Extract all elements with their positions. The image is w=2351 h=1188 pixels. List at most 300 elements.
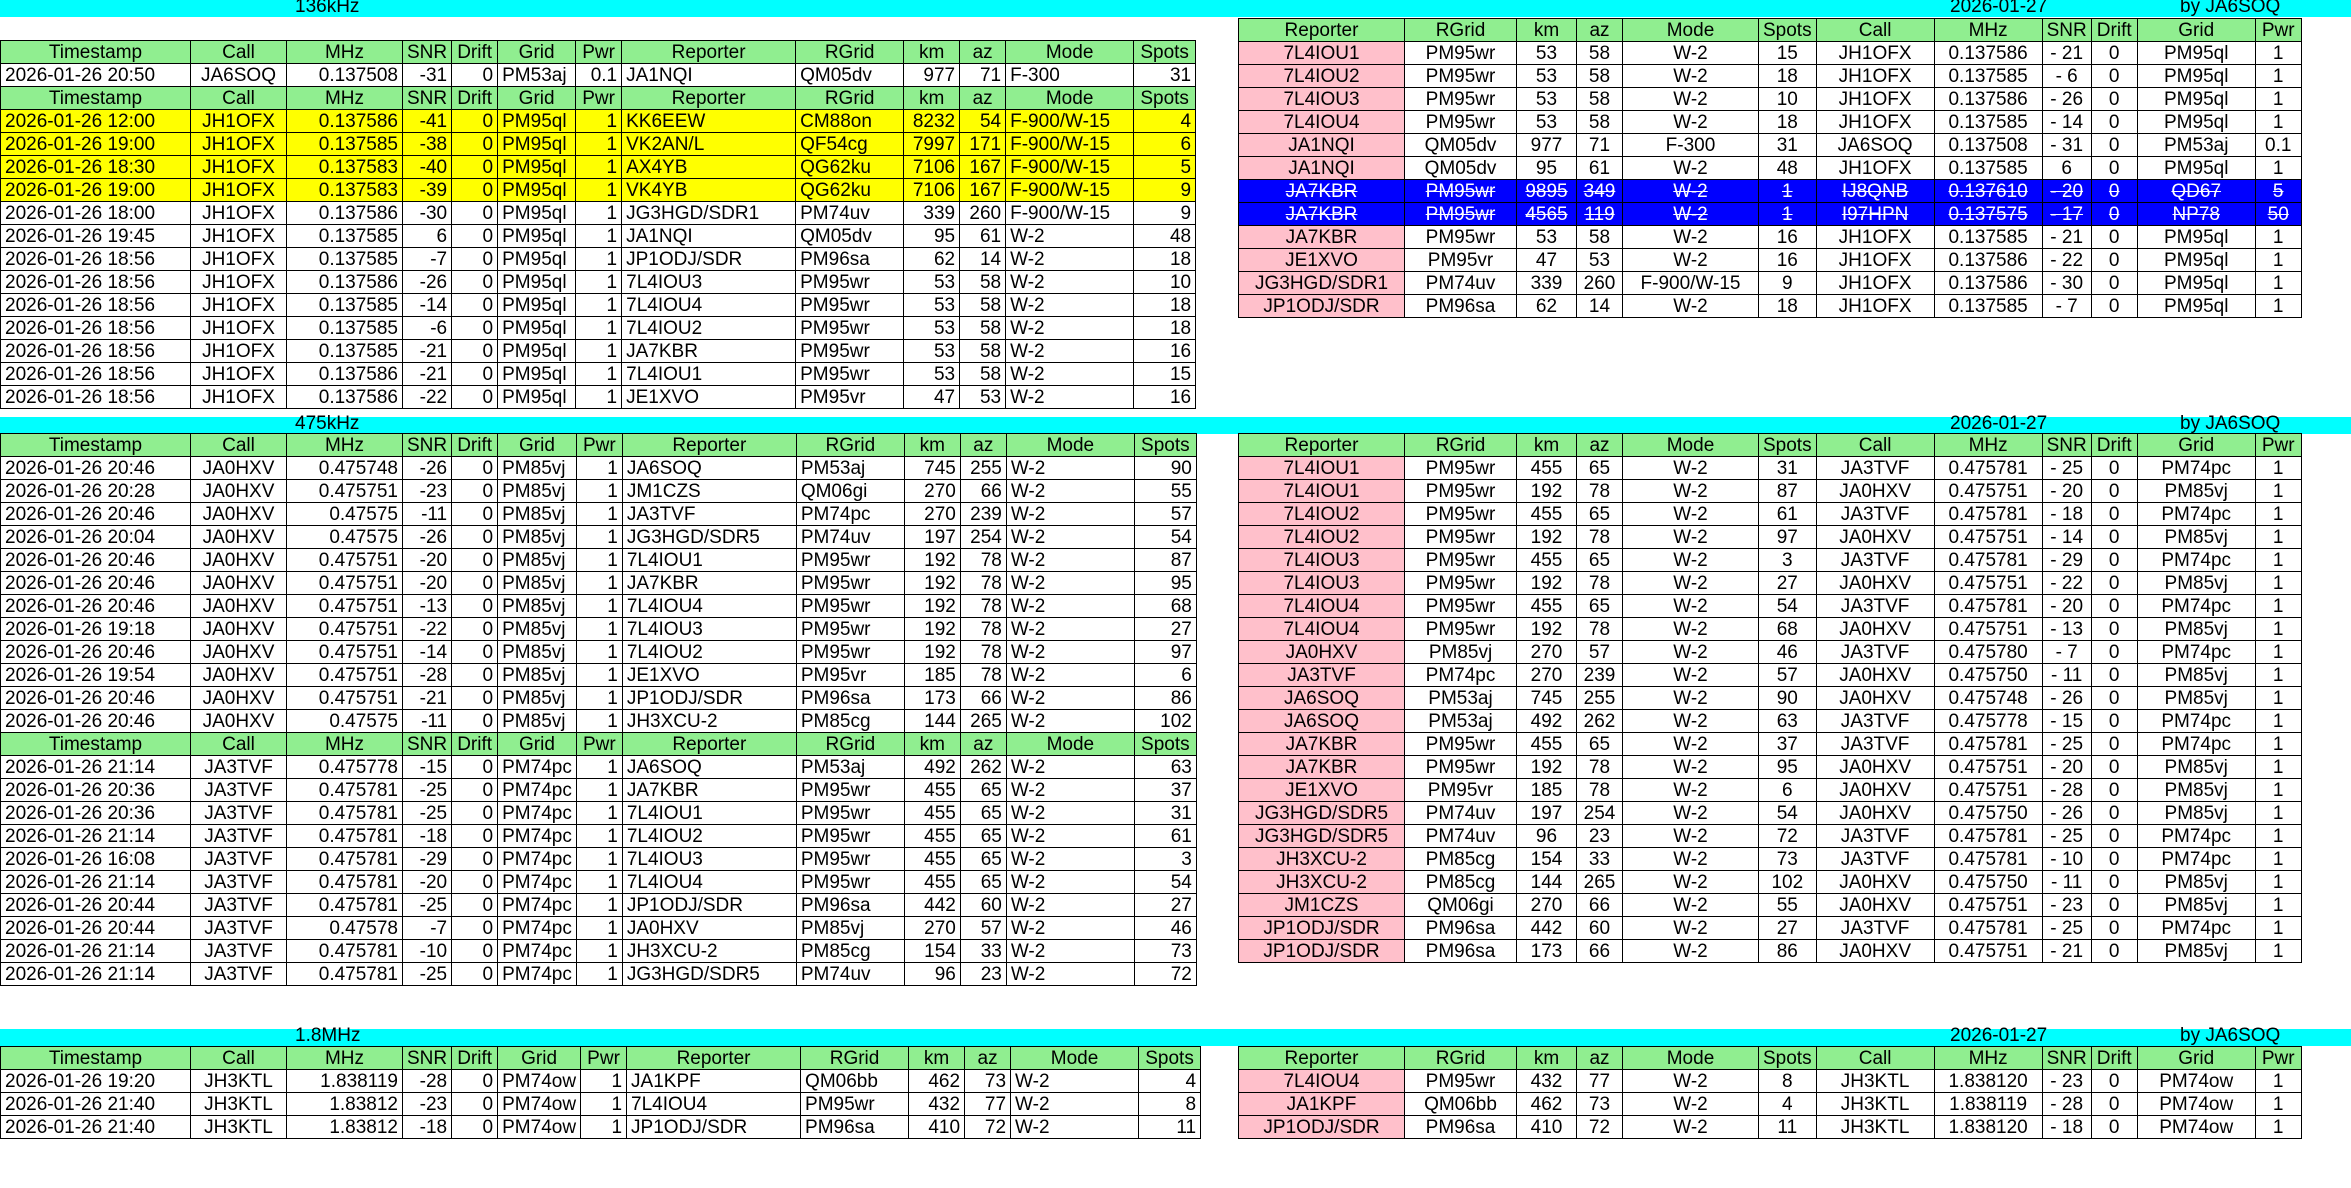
- cell-spots: 16: [1134, 386, 1196, 409]
- cell-rgrid: PM95wr: [1405, 111, 1517, 134]
- reporter-row: [1239, 526, 2302, 549]
- cell-pwr: 1: [576, 687, 622, 710]
- cell-pwr: 1: [576, 248, 622, 271]
- cell-spots: 18: [1134, 294, 1196, 317]
- column-header: SNR: [403, 733, 452, 756]
- column-header: Mode: [1006, 733, 1134, 756]
- cell-snr: - 20: [2042, 595, 2091, 618]
- cell-reporter: JA7KBR: [622, 340, 796, 363]
- cell-snr: - 25: [2042, 733, 2091, 756]
- cell-timestamp: 2026-01-26 12:00: [1, 110, 191, 133]
- cell-mode: W-2: [1006, 317, 1134, 340]
- cell-pwr: 1: [576, 618, 622, 641]
- cell-mode: W-2: [1006, 848, 1134, 871]
- cell-spots: 3: [1134, 848, 1196, 871]
- cell-az: 58: [1577, 42, 1623, 65]
- cell-reporter: 7L4IOU4: [622, 871, 796, 894]
- cell-pwr: 1: [2255, 779, 2301, 802]
- spot-row: [1, 386, 1196, 409]
- spot-row: [1, 1070, 1201, 1093]
- cell-az: 78: [1577, 526, 1623, 549]
- cell-spots: 15: [1759, 42, 1817, 65]
- cell-pwr: 1: [2255, 526, 2301, 549]
- cell-grid: PM74pc: [2137, 595, 2255, 618]
- cell-timestamp: 2026-01-26 20:46: [1, 572, 191, 595]
- cell-grid: PM85vj: [2137, 687, 2255, 710]
- cell-km: 53: [1517, 88, 1577, 111]
- cell-mode: W-2: [1623, 65, 1759, 88]
- cell-reporter: JA3TVF: [1239, 664, 1405, 687]
- cell-call: JH1OFX: [191, 340, 287, 363]
- cell-pwr: 1: [2255, 595, 2301, 618]
- cell-mhz: 0.137585: [1934, 295, 2042, 318]
- cell-rgrid: PM95wr: [1405, 526, 1517, 549]
- cell-timestamp: 2026-01-26 18:56: [1, 363, 191, 386]
- column-header: SNR: [403, 434, 452, 457]
- column-header: Spots: [1134, 87, 1196, 110]
- cell-mode: W-2: [1006, 940, 1134, 963]
- cell-grid: PM95ql: [2137, 88, 2255, 111]
- reporter-row: [1239, 1070, 2302, 1093]
- cell-call: JA3TVF: [1816, 733, 1934, 756]
- cell-mode: W-2: [1623, 503, 1759, 526]
- cell-mhz: 0.475778: [287, 756, 403, 779]
- cell-spots: 11: [1139, 1116, 1201, 1139]
- cell-km: 192: [1517, 572, 1577, 595]
- report-author: by JA6SOQ: [2180, 0, 2281, 17]
- cell-rgrid: QG62ku: [796, 156, 904, 179]
- cell-snr: -25: [403, 802, 452, 825]
- cell-rgrid: QF54cg: [796, 133, 904, 156]
- cell-grid: PM74pc: [2137, 848, 2255, 871]
- cell-rgrid: PM95wr: [1405, 88, 1517, 111]
- cell-reporter: 7L4IOU4: [1239, 595, 1405, 618]
- column-header: az: [960, 87, 1006, 110]
- cell-grid: PM95ql: [498, 133, 576, 156]
- cell-rgrid: PM95wr: [796, 871, 904, 894]
- cell-call: JH1OFX: [1816, 226, 1934, 249]
- cell-call: JH1OFX: [191, 110, 287, 133]
- cell-call: JH1OFX: [1816, 249, 1934, 272]
- cell-mode: W-2: [1006, 294, 1134, 317]
- cell-km: 154: [1517, 848, 1577, 871]
- cell-grid: PM74pc: [498, 779, 577, 802]
- reporter-row: [1239, 295, 2302, 318]
- column-header: Grid: [498, 733, 577, 756]
- cell-reporter: JA7KBR: [1239, 226, 1405, 249]
- cell-drift: 0: [2091, 549, 2137, 572]
- cell-mhz: 0.137585: [287, 340, 403, 363]
- cell-rgrid: PM96sa: [1405, 917, 1517, 940]
- cell-mhz: 0.475751: [1934, 779, 2042, 802]
- column-header: Reporter: [1239, 1047, 1405, 1070]
- cell-mhz: 0.137585: [287, 225, 403, 248]
- cell-snr: -7: [403, 917, 452, 940]
- column-header: RGrid: [796, 434, 904, 457]
- cell-snr: - 23: [2042, 1070, 2091, 1093]
- cell-rgrid: PM74pc: [1405, 664, 1517, 687]
- cell-mode: W-2: [1623, 641, 1759, 664]
- cell-drift: 0: [2091, 249, 2137, 272]
- cell-drift: 0: [2091, 595, 2137, 618]
- cell-rgrid: PM53aj: [1405, 710, 1517, 733]
- cell-km: 192: [904, 572, 960, 595]
- cell-pwr: 0.1: [2255, 134, 2301, 157]
- cell-call: JA3TVF: [1816, 848, 1934, 871]
- cell-km: 192: [1517, 618, 1577, 641]
- cell-spots: 31: [1759, 134, 1817, 157]
- cell-km: 270: [1517, 894, 1577, 917]
- spots-by-call-table-1.8mhz: [0, 1046, 1201, 1139]
- cell-az: 71: [1577, 134, 1623, 157]
- cell-call: JA0HXV: [191, 526, 287, 549]
- reporter-row: [1239, 203, 2302, 226]
- cell-spots: 27: [1134, 894, 1196, 917]
- cell-pwr: 1: [576, 572, 622, 595]
- cell-mhz: 0.137586: [287, 202, 403, 225]
- cell-mode: W-2: [1006, 549, 1134, 572]
- column-header: Spots: [1134, 41, 1196, 64]
- column-header: az: [1577, 434, 1623, 457]
- cell-snr: -22: [403, 618, 452, 641]
- cell-pwr: 1: [2255, 1116, 2301, 1139]
- cell-grid: PM95ql: [498, 202, 576, 225]
- column-header: Reporter: [1239, 19, 1405, 42]
- cell-reporter: JA1NQI: [622, 225, 796, 248]
- cell-az: 65: [1577, 549, 1623, 572]
- cell-mode: W-2: [1006, 825, 1134, 848]
- cell-mhz: 0.475781: [287, 963, 403, 986]
- cell-az: 66: [1577, 894, 1623, 917]
- cell-drift: 0: [452, 572, 498, 595]
- cell-drift: 0: [2091, 457, 2137, 480]
- cell-drift: 0: [452, 294, 498, 317]
- cell-call: JH1OFX: [1816, 272, 1934, 295]
- cell-reporter: AX4YB: [622, 156, 796, 179]
- cell-call: JA6SOQ: [191, 64, 287, 87]
- cell-grid: PM95ql: [2137, 295, 2255, 318]
- cell-km: 462: [1517, 1093, 1577, 1116]
- cell-pwr: 1: [576, 156, 622, 179]
- column-header: SNR: [2042, 1047, 2091, 1070]
- column-header: km: [909, 1047, 965, 1070]
- cell-spots: 9: [1134, 179, 1196, 202]
- cell-az: 65: [960, 848, 1006, 871]
- cell-km: 270: [1517, 664, 1577, 687]
- cell-mode: F-900/W-15: [1006, 156, 1134, 179]
- cell-mode: W-2: [1623, 295, 1759, 318]
- cell-mhz: 0.475751: [1934, 618, 2042, 641]
- spots-by-call-table-136khz: [0, 40, 1196, 409]
- cell-drift: 0: [452, 779, 498, 802]
- cell-rgrid: PM95vr: [1405, 249, 1517, 272]
- cell-grid: PM85vj: [2137, 664, 2255, 687]
- cell-km: 977: [904, 64, 960, 87]
- cell-snr: -31: [403, 64, 452, 87]
- cell-timestamp: 2026-01-26 20:04: [1, 526, 191, 549]
- cell-km: 455: [904, 825, 960, 848]
- cell-snr: -21: [403, 340, 452, 363]
- column-header: MHz: [287, 733, 403, 756]
- cell-mode: W-2: [1011, 1070, 1139, 1093]
- cell-grid: PM85vj: [498, 526, 577, 549]
- cell-rgrid: PM95wr: [1405, 42, 1517, 65]
- spots-by-reporter-table-1.8mhz: [1238, 1046, 2302, 1139]
- cell-grid: PM85vj: [498, 664, 577, 687]
- cell-mode: W-2: [1623, 526, 1759, 549]
- cell-az: 66: [1577, 940, 1623, 963]
- cell-reporter: JP1ODJ/SDR: [1239, 940, 1405, 963]
- cell-drift: 0: [452, 480, 498, 503]
- reporter-row: [1239, 226, 2302, 249]
- cell-mhz: 0.47578: [287, 917, 403, 940]
- cell-snr: - 18: [2042, 503, 2091, 526]
- column-header: Timestamp: [1, 733, 191, 756]
- cell-grid: PM95ql: [2137, 157, 2255, 180]
- cell-pwr: 1: [2255, 480, 2301, 503]
- reporter-row: [1239, 549, 2302, 572]
- cell-mhz: 0.137585: [1934, 157, 2042, 180]
- cell-drift: 0: [452, 225, 498, 248]
- cell-grid: PM74pc: [2137, 503, 2255, 526]
- cell-grid: PM74pc: [498, 894, 577, 917]
- cell-reporter: JP1ODJ/SDR: [1239, 295, 1405, 318]
- cell-grid: PM85vj: [2137, 572, 2255, 595]
- cell-drift: 0: [2091, 572, 2137, 595]
- cell-call: JH1OFX: [1816, 42, 1934, 65]
- cell-mode: W-2: [1623, 733, 1759, 756]
- column-header: RGrid: [801, 1047, 909, 1070]
- cell-grid: PM74pc: [2137, 641, 2255, 664]
- cell-pwr: 1: [576, 110, 622, 133]
- cell-pwr: 1: [576, 503, 622, 526]
- spot-row: [1, 779, 1197, 802]
- column-header: Pwr: [2255, 19, 2301, 42]
- cell-pwr: 1: [576, 480, 622, 503]
- cell-snr: - 26: [2042, 88, 2091, 111]
- cell-mode: W-2: [1623, 779, 1759, 802]
- column-header: Call: [191, 1047, 287, 1070]
- cell-spots: 55: [1759, 894, 1817, 917]
- cell-snr: -20: [403, 871, 452, 894]
- cell-spots: 87: [1759, 480, 1817, 503]
- reporter-row: [1239, 871, 2302, 894]
- cell-snr: -30: [403, 202, 452, 225]
- cell-pwr: 1: [2255, 572, 2301, 595]
- cell-az: 239: [960, 503, 1006, 526]
- column-header: km: [1517, 1047, 1577, 1070]
- cell-drift: 0: [2091, 848, 2137, 871]
- cell-mhz: 0.475751: [1934, 480, 2042, 503]
- cell-spots: 31: [1134, 64, 1196, 87]
- cell-az: 78: [1577, 618, 1623, 641]
- column-header: Drift: [452, 434, 498, 457]
- cell-km: 197: [1517, 802, 1577, 825]
- cell-km: 192: [904, 641, 960, 664]
- cell-spots: 15: [1134, 363, 1196, 386]
- cell-rgrid: QG62ku: [796, 179, 904, 202]
- cell-drift: 0: [2091, 295, 2137, 318]
- cell-pwr: 50: [2255, 203, 2301, 226]
- cell-rgrid: PM96sa: [796, 687, 904, 710]
- cell-mode: W-2: [1623, 802, 1759, 825]
- cell-spots: 6: [1759, 779, 1817, 802]
- cell-rgrid: PM96sa: [1405, 940, 1517, 963]
- cell-grid: PM53aj: [498, 64, 576, 87]
- cell-reporter: VK4YB: [622, 179, 796, 202]
- column-header: km: [904, 87, 960, 110]
- cell-timestamp: 2026-01-26 16:08: [1, 848, 191, 871]
- column-header: km: [904, 733, 960, 756]
- spot-row: [1, 202, 1196, 225]
- cell-rgrid: PM85cg: [796, 940, 904, 963]
- reporter-row: [1239, 595, 2302, 618]
- cell-rgrid: PM85cg: [1405, 871, 1517, 894]
- cell-az: 65: [1577, 503, 1623, 526]
- cell-rgrid: PM95wr: [1405, 572, 1517, 595]
- cell-drift: 0: [452, 202, 498, 225]
- cell-mhz: 0.475780: [1934, 641, 2042, 664]
- cell-km: 53: [1517, 226, 1577, 249]
- cell-reporter: JG3HGD/SDR1: [622, 202, 796, 225]
- cell-pwr: 1: [576, 894, 622, 917]
- band-strip-475khz: [0, 413, 2351, 434]
- cell-grid: PM74pc: [498, 963, 577, 986]
- cell-grid: PM85vj: [2137, 871, 2255, 894]
- cell-call: JA3TVF: [191, 802, 287, 825]
- cell-reporter: 7L4IOU4: [622, 595, 796, 618]
- cell-spots: 18: [1759, 111, 1817, 134]
- spot-row: [1, 940, 1197, 963]
- column-header: RGrid: [1405, 19, 1517, 42]
- cell-snr: -10: [403, 940, 452, 963]
- cell-timestamp: 2026-01-26 21:40: [1, 1116, 191, 1139]
- cell-reporter: JP1ODJ/SDR: [622, 687, 796, 710]
- cell-call: JA3TVF: [191, 848, 287, 871]
- cell-call: JH3KTL: [191, 1116, 287, 1139]
- cell-call: JH1OFX: [1816, 111, 1934, 134]
- cell-spots: 37: [1759, 733, 1817, 756]
- cell-km: 270: [904, 503, 960, 526]
- cell-pwr: 1: [2255, 42, 2301, 65]
- cell-call: JA3TVF: [1816, 825, 1934, 848]
- cell-spots: 68: [1134, 595, 1196, 618]
- cell-az: 60: [960, 894, 1006, 917]
- cell-drift: 0: [452, 871, 498, 894]
- cell-snr: - 7: [2042, 641, 2091, 664]
- cell-drift: 0: [452, 271, 498, 294]
- cell-mode: W-2: [1623, 226, 1759, 249]
- cell-rgrid: PM95wr: [1405, 180, 1517, 203]
- cell-mode: W-2: [1006, 618, 1134, 641]
- cell-rgrid: PM96sa: [801, 1116, 909, 1139]
- cell-mhz: 0.475781: [1934, 848, 2042, 871]
- band-strip-1.8mhz: [0, 1025, 2351, 1046]
- cell-rgrid: PM85cg: [796, 710, 904, 733]
- cell-call: JA0HXV: [191, 549, 287, 572]
- column-header: Pwr: [2255, 1047, 2301, 1070]
- cell-grid: PM85vj: [2137, 756, 2255, 779]
- cell-mode: W-2: [1006, 457, 1134, 480]
- cell-rgrid: PM95wr: [796, 848, 904, 871]
- cell-snr: -26: [403, 271, 452, 294]
- cell-grid: PM85vj: [498, 641, 577, 664]
- cell-mhz: 0.475751: [287, 480, 403, 503]
- cell-km: 192: [1517, 756, 1577, 779]
- cell-drift: 0: [2091, 503, 2137, 526]
- report-date: 2026-01-27: [1950, 1025, 2048, 1046]
- cell-timestamp: 2026-01-26 21:40: [1, 1093, 191, 1116]
- cell-pwr: 1: [2255, 940, 2301, 963]
- cell-timestamp: 2026-01-26 20:46: [1, 710, 191, 733]
- cell-km: 53: [1517, 65, 1577, 88]
- cell-mode: W-2: [1006, 871, 1134, 894]
- cell-az: 14: [960, 248, 1006, 271]
- cell-km: 96: [904, 963, 960, 986]
- cell-pwr: 1: [576, 317, 622, 340]
- cell-az: 14: [1577, 295, 1623, 318]
- cell-drift: 0: [452, 363, 498, 386]
- cell-timestamp: 2026-01-26 21:14: [1, 756, 191, 779]
- column-header: Mode: [1006, 41, 1134, 64]
- cell-reporter: JP1ODJ/SDR: [1239, 1116, 1405, 1139]
- cell-spots: 97: [1759, 526, 1817, 549]
- cell-reporter: JA1NQI: [622, 64, 796, 87]
- cell-reporter: JE1XVO: [1239, 779, 1405, 802]
- cell-drift: 0: [452, 917, 498, 940]
- cell-grid: PM95ql: [498, 248, 576, 271]
- spot-row: [1, 894, 1197, 917]
- spot-row: [1, 248, 1196, 271]
- cell-pwr: 1: [576, 779, 622, 802]
- cell-rgrid: PM95wr: [796, 641, 904, 664]
- cell-spots: 95: [1134, 572, 1196, 595]
- cell-pwr: 1: [2255, 641, 2301, 664]
- cell-snr: -15: [403, 756, 452, 779]
- cell-call: JH1OFX: [191, 248, 287, 271]
- column-header: SNR: [2042, 434, 2091, 457]
- cell-snr: -18: [403, 1116, 452, 1139]
- cell-mode: W-2: [1623, 157, 1759, 180]
- cell-reporter: JA0HXV: [1239, 641, 1405, 664]
- cell-snr: -26: [403, 457, 452, 480]
- cell-spots: 61: [1759, 503, 1817, 526]
- cell-call: JA0HXV: [1816, 526, 1934, 549]
- cell-pwr: 1: [576, 641, 622, 664]
- spot-row: [1, 363, 1196, 386]
- cell-timestamp: 2026-01-26 19:20: [1, 1070, 191, 1093]
- cell-mode: W-2: [1623, 825, 1759, 848]
- cell-rgrid: PM53aj: [796, 457, 904, 480]
- column-header: Spots: [1759, 434, 1817, 457]
- cell-snr: -28: [403, 664, 452, 687]
- cell-call: JA0HXV: [191, 595, 287, 618]
- cell-grid: PM95ql: [498, 294, 576, 317]
- cell-az: 254: [960, 526, 1006, 549]
- cell-km: 462: [909, 1070, 965, 1093]
- column-header: Mode: [1623, 434, 1759, 457]
- cell-km: 144: [1517, 871, 1577, 894]
- cell-km: 192: [904, 549, 960, 572]
- cell-call: JA3TVF: [191, 940, 287, 963]
- cell-rgrid: QM06gi: [796, 480, 904, 503]
- cell-call: JA0HXV: [1816, 894, 1934, 917]
- cell-rgrid: PM95wr: [1405, 65, 1517, 88]
- reporter-row: [1239, 848, 2302, 871]
- cell-mode: W-2: [1006, 802, 1134, 825]
- cell-timestamp: 2026-01-26 19:00: [1, 133, 191, 156]
- cell-reporter: JA1NQI: [1239, 134, 1405, 157]
